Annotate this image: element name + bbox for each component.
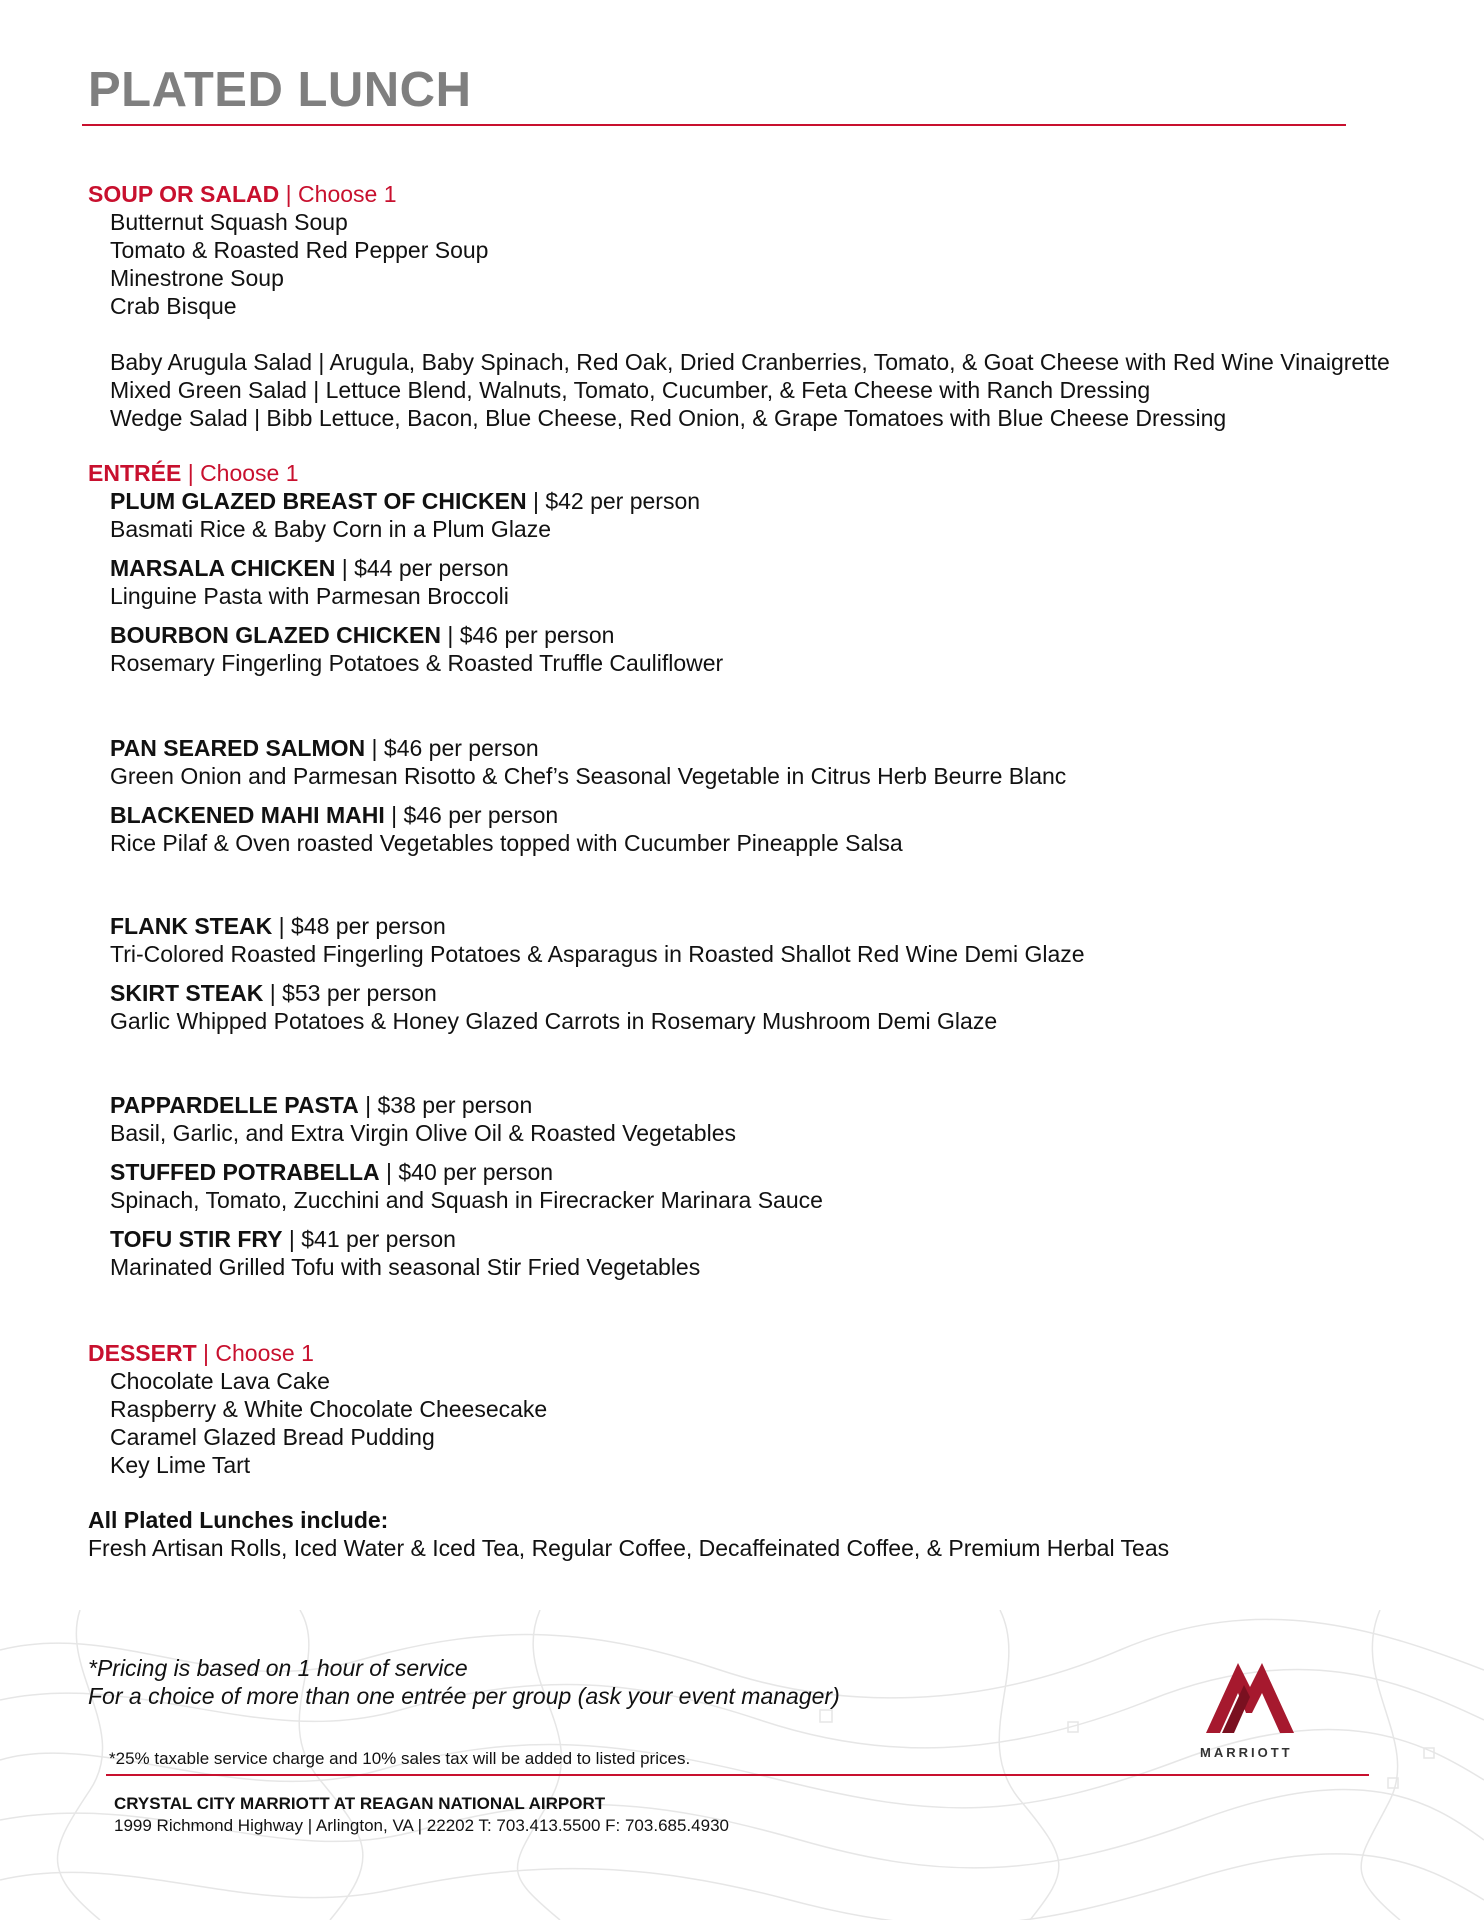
- entree-price: | $48 per person: [272, 913, 446, 939]
- list-item: Raspberry & White Chocolate Cheesecake: [110, 1396, 548, 1422]
- entree-item: [110, 1158, 823, 1214]
- entree-description: Basil, Garlic, and Extra Virgin Olive Oil & Roasted Vegetables: [110, 1120, 736, 1146]
- includes-block: [88, 1506, 1169, 1562]
- logo-wordmark: MARRIOTT: [1200, 1745, 1293, 1760]
- entree-name: PAPPARDELLE PASTA: [110, 1092, 359, 1118]
- includes-text: Fresh Artisan Rolls, Iced Water & Iced Tea, Regular Coffee, Decaffeinated Coffee, & Premium Herbal Teas: [88, 1535, 1170, 1561]
- entree-description: Linguine Pasta with Parmesan Broccoli: [110, 583, 509, 609]
- entree-name: BLACKENED MAHI MAHI: [110, 802, 385, 828]
- entree-item: [110, 734, 1066, 790]
- service-charge-note: *25% taxable service charge and 10% sales tax will be added to listed prices.: [109, 1749, 691, 1768]
- marriott-m-icon: [1200, 1657, 1300, 1739]
- entree-description: Basmati Rice & Baby Corn in a Plum Glaze: [110, 516, 552, 542]
- choice-note: For a choice of more than one entrée per group (ask your event manager): [88, 1683, 840, 1709]
- entree-item: [110, 801, 903, 857]
- dessert-heading: [88, 1339, 314, 1367]
- entree-price: | $46 per person: [440, 622, 615, 648]
- section-separator: |: [187, 460, 194, 486]
- entree-price: | $40 per person: [379, 1159, 554, 1185]
- section-name: DESSERT: [88, 1340, 197, 1366]
- entree-description: Garlic Whipped Potatoes & Honey Glazed Carrots in Rosemary Mushroom Demi Glaze: [110, 1008, 998, 1034]
- entree-price: | $46 per person: [365, 735, 539, 761]
- section-name: ENTRÉE: [88, 460, 182, 486]
- section-name: SOUP OR SALAD: [88, 181, 280, 207]
- entree-price: | $44 per person: [335, 555, 509, 581]
- list-item: Crab Bisque: [110, 293, 237, 319]
- entree-item: [110, 621, 723, 677]
- marriott-logo: [1200, 1657, 1310, 1760]
- entree-name: PLUM GLAZED BREAST OF CHICKEN: [110, 488, 527, 514]
- entree-description: Tri-Colored Roasted Fingerling Potatoes & Asparagus in Roasted Shallot Red Wine Demi Glaze: [110, 941, 1085, 967]
- entree-description: Spinach, Tomato, Zucchini and Squash in Firecracker Marinara Sauce: [110, 1187, 823, 1213]
- list-item: Key Lime Tart: [110, 1452, 251, 1478]
- pricing-notes: [88, 1654, 840, 1710]
- entree-item: [110, 912, 1085, 968]
- entree-name: BOURBON GLAZED CHICKEN: [110, 622, 441, 648]
- list-item: Tomato & Roasted Red Pepper Soup: [110, 237, 489, 263]
- entree-item: [110, 1091, 736, 1147]
- list-item: Mixed Green Salad | Lettuce Blend, Walnuts, Tomato, Cucumber, & Feta Cheese with Ranch Dressing: [110, 377, 1151, 403]
- list-item: Minestrone Soup: [110, 265, 284, 291]
- entree-price: | $42 per person: [526, 488, 701, 514]
- section-choose-label: Choose 1: [200, 460, 299, 486]
- entree-item: [110, 487, 700, 543]
- includes-heading: All Plated Lunches include:: [88, 1507, 389, 1533]
- salad-list: [110, 348, 1390, 432]
- entree-description: Green Onion and Parmesan Risotto & Chef’s Seasonal Vegetable in Citrus Herb Beurre Blanc: [110, 763, 1067, 789]
- page-title: PLATED LUNCH: [88, 63, 472, 117]
- entree-price: | $46 per person: [384, 802, 559, 828]
- soup-list: [110, 208, 488, 320]
- entree-item: [110, 1225, 700, 1281]
- title-divider: [82, 124, 1346, 126]
- entree-name: MARSALA CHICKEN: [110, 555, 336, 581]
- entree-price: | $38 per person: [358, 1092, 533, 1118]
- list-item: Chocolate Lava Cake: [110, 1368, 330, 1394]
- section-choose-label: Choose 1: [298, 181, 397, 207]
- hotel-name: CRYSTAL CITY MARRIOTT AT REAGAN NATIONAL AIRPORT: [114, 1794, 606, 1813]
- entree-name: PAN SEARED SALMON: [110, 735, 366, 761]
- soup-salad-heading: [88, 180, 397, 208]
- pricing-note: *Pricing is based on 1 hour of service: [88, 1655, 468, 1681]
- section-choose-label: Choose 1: [215, 1340, 314, 1366]
- dessert-list: [110, 1367, 547, 1479]
- entree-description: Rice Pilaf & Oven roasted Vegetables topped with Cucumber Pineapple Salsa: [110, 830, 903, 856]
- entree-name: TOFU STIR FRY: [110, 1226, 283, 1252]
- entree-name: SKIRT STEAK: [110, 980, 264, 1006]
- entree-description: Rosemary Fingerling Potatoes & Roasted Truffle Cauliflower: [110, 650, 724, 676]
- list-item: Wedge Salad | Bibb Lettuce, Bacon, Blue Cheese, Red Onion, & Grape Tomatoes with Blue Cheese Dressing: [110, 405, 1227, 431]
- footer-divider: [106, 1774, 1369, 1776]
- entree-item: [110, 979, 997, 1035]
- entree-name: STUFFED POTRABELLA: [110, 1159, 380, 1185]
- hotel-address: 1999 Richmond Highway | Arlington, VA | 22202 T: 703.413.5500 F: 703.685.4930: [114, 1816, 729, 1835]
- entree-name: FLANK STEAK: [110, 913, 273, 939]
- section-separator: |: [203, 1340, 210, 1366]
- list-item: Butternut Squash Soup: [110, 209, 348, 235]
- entree-price: | $53 per person: [263, 980, 437, 1006]
- section-separator: |: [285, 181, 292, 207]
- entree-item: [110, 554, 509, 610]
- entree-price: | $41 per person: [282, 1226, 456, 1252]
- entree-description: Marinated Grilled Tofu with seasonal Stir Fried Vegetables: [110, 1254, 701, 1280]
- list-item: Caramel Glazed Bread Pudding: [110, 1424, 435, 1450]
- list-item: Baby Arugula Salad | Arugula, Baby Spinach, Red Oak, Dried Cranberries, Tomato, & Goat Cheese with Red Wine Vinaigrette: [110, 349, 1390, 375]
- entree-heading: [88, 459, 299, 487]
